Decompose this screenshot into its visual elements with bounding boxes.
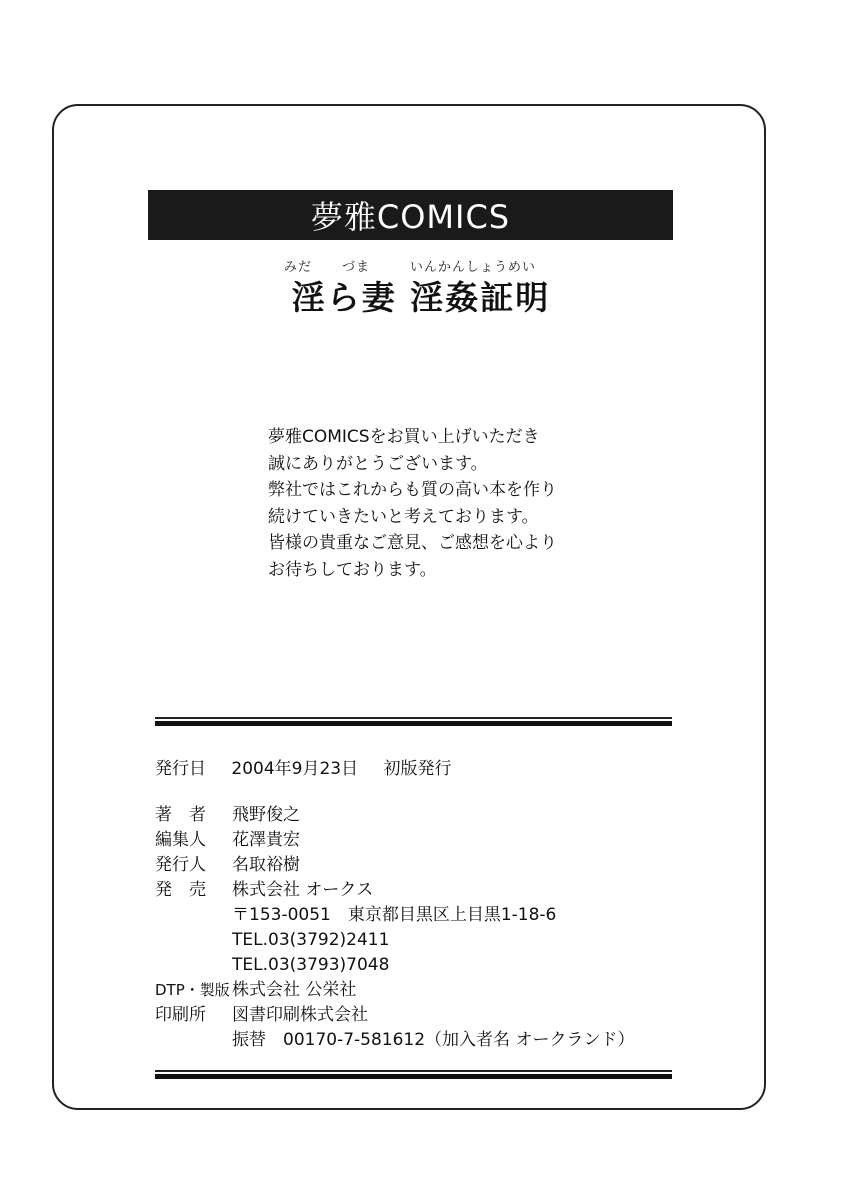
book-title: 淫ら妻 淫姦証明 <box>291 278 551 317</box>
author-name: 飛野俊之 <box>232 805 300 825</box>
dtp-company: 株式会社 公栄社 <box>232 980 357 1000</box>
author-row <box>155 803 634 828</box>
colophon <box>155 803 634 1053</box>
publisher-label: 発行人 <box>155 855 206 875</box>
seller-name: 株式会社 オークス <box>232 880 374 900</box>
dtp-label: DTP・製版 <box>155 981 230 999</box>
address-row <box>155 903 634 928</box>
issue-edition: 初版発行 <box>383 759 452 779</box>
publisher-name: 名取裕樹 <box>232 855 300 875</box>
issue-date: 2004年9月23日 <box>231 759 359 779</box>
tel2-row <box>155 953 634 978</box>
ruby-inkan-shoumei: いんかんしょうめい <box>410 260 537 275</box>
author-label: 著 者 <box>155 805 206 825</box>
transfer-account: 振替 00170-7-581612（加入者名 オークランド） <box>232 1030 635 1050</box>
seller-label: 発 売 <box>155 880 206 900</box>
message-line: お待ちしております。 <box>268 559 437 580</box>
message-line: 皆様の貴重なご意見、ご感想を心より <box>268 533 557 553</box>
brand-banner <box>148 190 673 240</box>
seller-address: 〒153-0051 東京都目黒区上目黒1-18-6 <box>232 905 557 925</box>
printer-row <box>155 1003 634 1028</box>
brand-label: 夢雅COMICS <box>310 198 511 236</box>
editor-row <box>155 828 634 853</box>
issue-label: 発行日 <box>155 759 206 779</box>
message-line: 夢雅COMICSをお買い上げいただき <box>268 427 540 447</box>
dtp-row <box>155 978 634 1003</box>
seller-row <box>155 878 634 903</box>
issue-line <box>155 754 472 779</box>
publisher-row <box>155 853 634 878</box>
seller-tel-1: TEL.03(3792)2411 <box>232 930 390 950</box>
transfer-row <box>155 1028 634 1053</box>
message-line: 続けていきたいと考えております。 <box>268 506 539 527</box>
seller-tel-2: TEL.03(3793)7048 <box>232 955 390 975</box>
printer-company: 図書印刷株式会社 <box>232 1005 368 1025</box>
ruby-zuma: づま <box>342 260 371 275</box>
editor-name: 花澤貴宏 <box>232 830 300 850</box>
printer-label: 印刷所 <box>155 1005 206 1025</box>
ruby-mida: みだ <box>284 260 313 275</box>
thank-you-message <box>268 424 608 583</box>
message-line: 誠にありがとうございます。 <box>268 453 488 474</box>
message-line: 弊社ではこれからも質の高い本を作り <box>268 480 557 500</box>
tel1-row <box>155 928 634 953</box>
divider-top <box>155 717 672 726</box>
editor-label: 編集人 <box>155 830 206 850</box>
divider-bottom <box>155 1070 672 1079</box>
